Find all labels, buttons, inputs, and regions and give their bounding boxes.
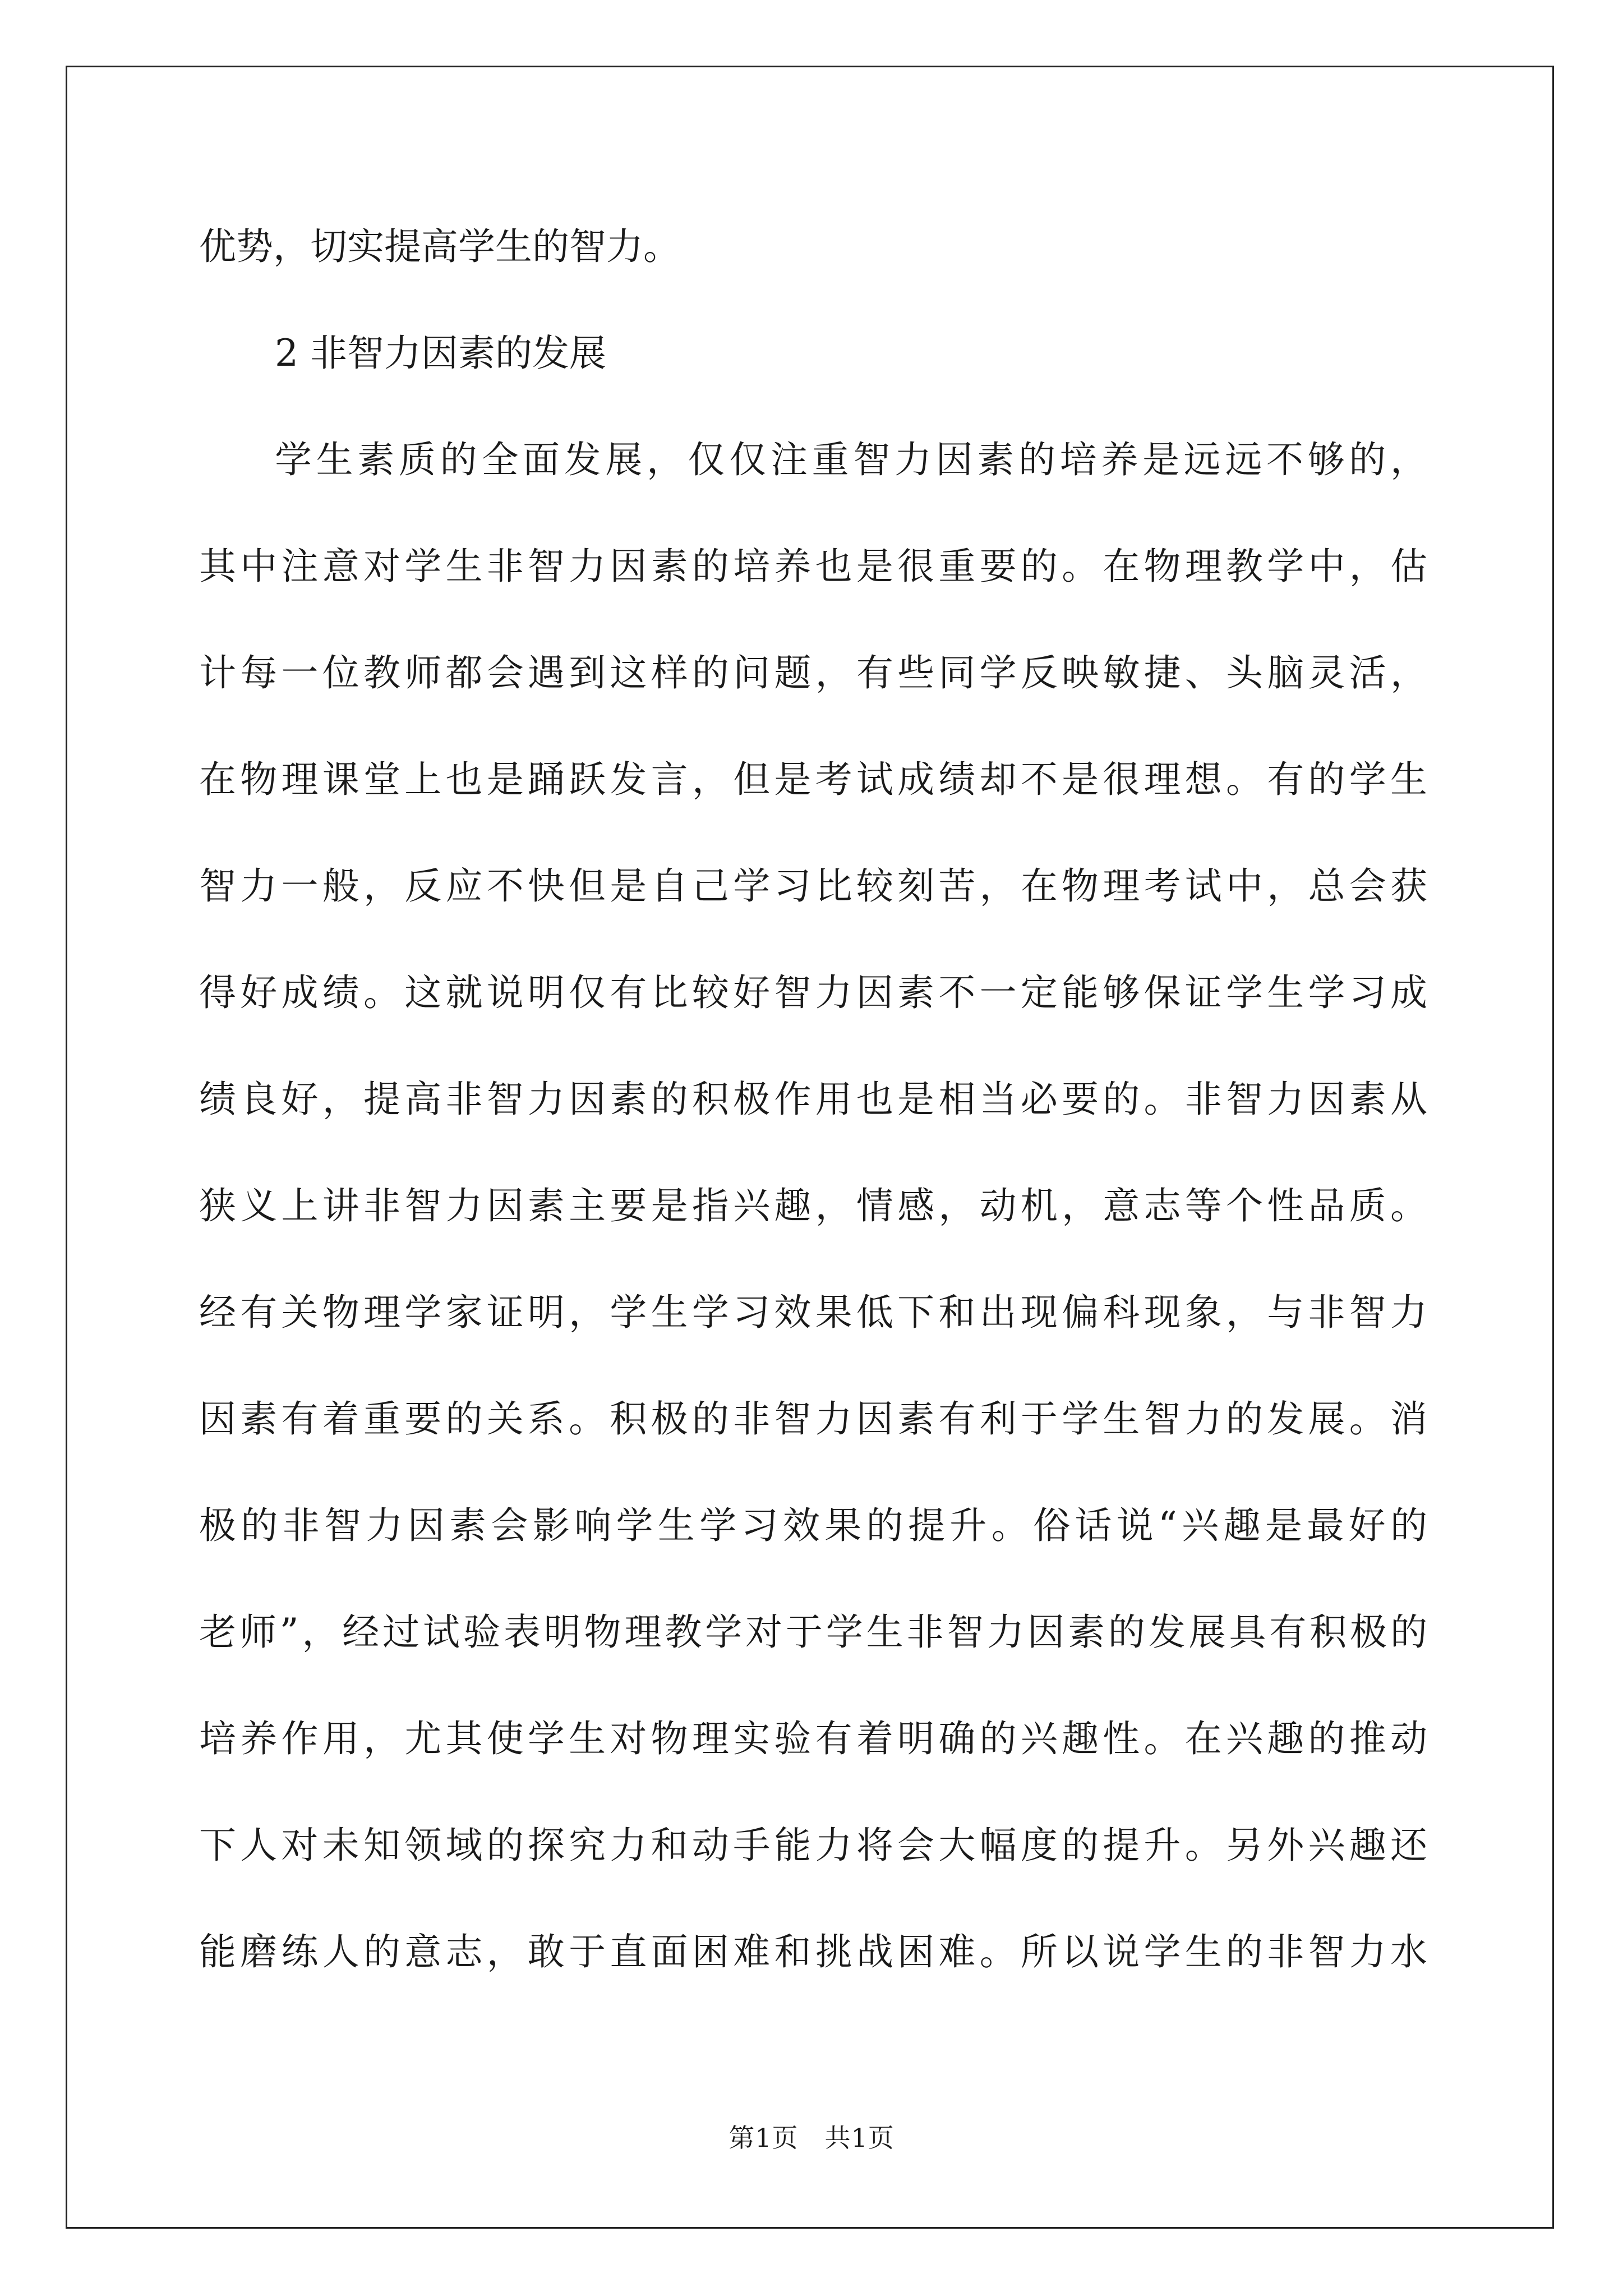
document-body xyxy=(199,194,1427,2005)
page-footer: 第1页 共1页 xyxy=(728,2123,895,2153)
paragraph-line: 因素有着重要的关系。积极的非智力因素有利于学生智力的发展。消 xyxy=(199,1397,1427,1441)
paragraph-line: 老师”，经过试验表明物理教学对于学生非智力因素的发展具有积极的 xyxy=(199,1611,1427,1654)
paragraph-line: 下人对未知领域的探究力和动手能力将会大幅度的提升。另外兴趣还 xyxy=(199,1824,1427,1867)
paragraph-line: 绩良好，提高非智力因素的积极作用也是相当必要的。非智力因素从 xyxy=(199,1078,1427,1121)
paragraph-line: 得好成绩。这就说明仅有比较好智力因素不一定能够保证学生学习成 xyxy=(199,971,1427,1014)
paragraph-line: 培养作用，尤其使学生对物理实验有着明确的兴趣性。在兴趣的推动 xyxy=(199,1717,1427,1760)
paragraph-line: 经有关物理学家证明，学生学习效果低下和出现偏科现象，与非智力 xyxy=(199,1291,1427,1334)
paragraph-line: 智力一般，反应不快但是自己学习比较刻苦，在物理考试中，总会获 xyxy=(199,864,1427,908)
paragraph-line: 学生素质的全面发展，仅仅注重智力因素的培养是远远不够的， xyxy=(275,438,1427,481)
paragraph-line: 在物理课堂上也是踊跃发言，但是考试成绩却不是很理想。有的学生 xyxy=(199,758,1427,801)
paragraph-line: 其中注意对学生非智力因素的培养也是很重要的。在物理教学中，估 xyxy=(199,545,1427,588)
paragraph-line: 计每一位教师都会遇到这样的问题，有些同学反映敏捷、头脑灵活， xyxy=(199,651,1427,694)
paragraph-line: 极的非智力因素会影响学生学习效果的提升。俗话说“兴趣是最好的 xyxy=(199,1504,1427,1547)
paragraph-line: 优势，切实提高学生的智力。 xyxy=(199,225,680,268)
paragraph-line: 狭义上讲非智力因素主要是指兴趣，情感，动机，意志等个性品质。 xyxy=(199,1184,1427,1227)
section-heading: 2 非智力因素的发展 xyxy=(275,332,606,375)
paragraph-line: 能磨练人的意志，敢于直面困难和挑战困难。所以说学生的非智力水 xyxy=(199,1930,1427,1973)
